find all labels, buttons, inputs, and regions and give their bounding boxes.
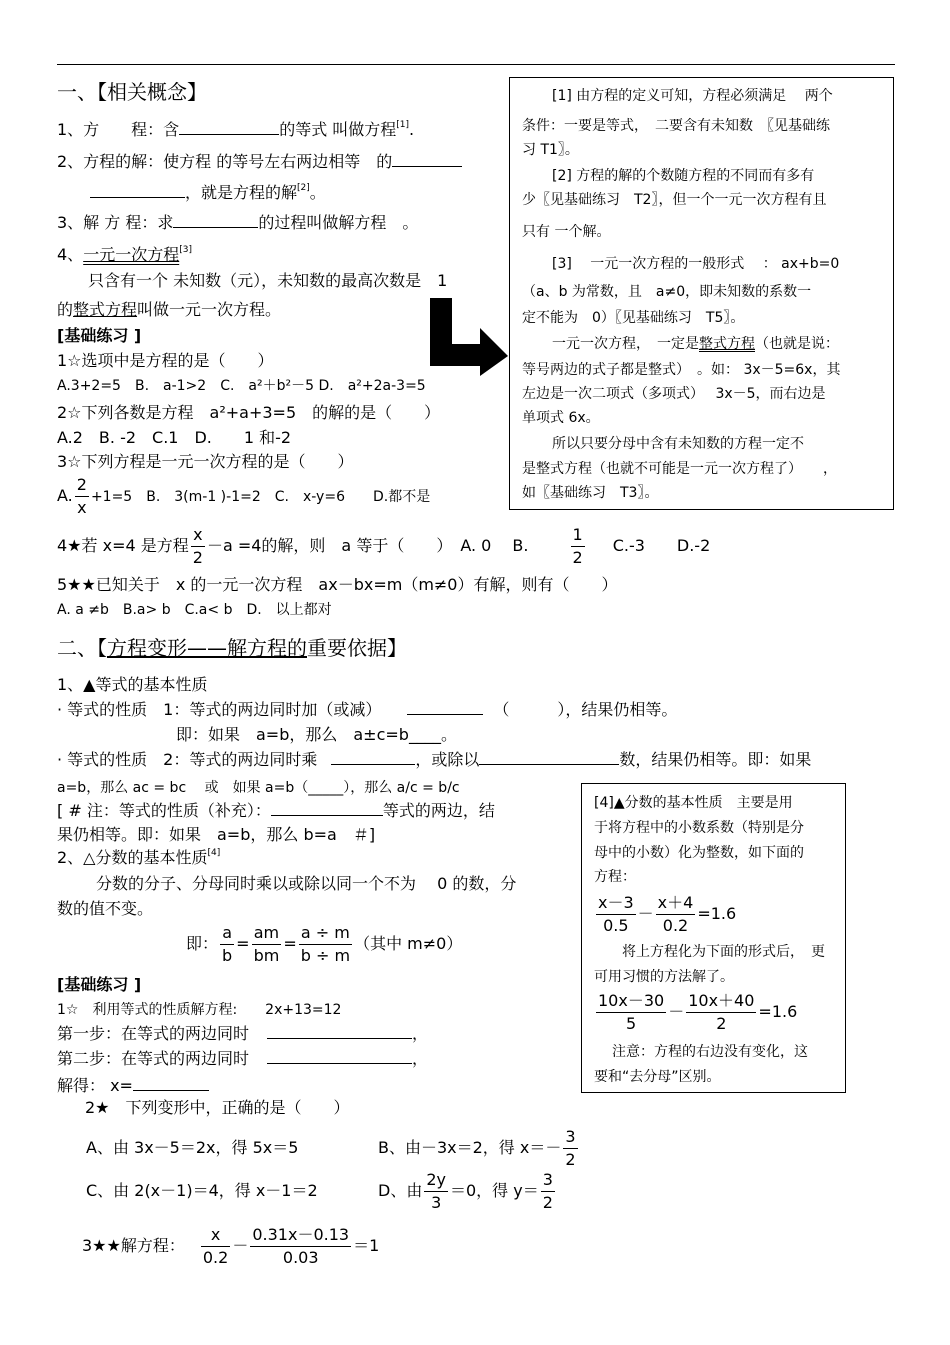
fraction <box>75 474 89 519</box>
exercise-1: 1☆ 利用等式的性质解方程: 2x+13=12 <box>57 1002 342 1018</box>
answer-blank[interactable] <box>173 213 258 228</box>
denominator: 0.2 <box>202 1248 229 1267</box>
note-box-concepts <box>509 77 894 510</box>
answer-blank[interactable] <box>271 801 383 816</box>
fraction-formula: 即： $\frac{a}{b}$ = $\frac{am}{bm}$ = $\frac{a \div m}{b \div m}$ （其中 m≠0） <box>186 923 463 965</box>
concept-solving-suffix: 的过程叫做解方程 。 <box>258 213 419 232</box>
fraction <box>686 990 756 1035</box>
concept-equation-suffix: 的等式 叫做方程 <box>279 120 397 139</box>
fraction-rule-line2: 数的值不变。 <box>57 899 154 918</box>
punct: ， <box>412 1024 429 1043</box>
note-line: 方程： <box>594 869 636 885</box>
denominator: 0.2 <box>662 916 689 935</box>
prop-text: · 等式的性质 1：等式的两边同时加（或减） <box>57 700 382 719</box>
concept-solution-text: 2、方程的解：使方程 的等号左右两边相等 的 <box>57 152 393 171</box>
denominator: b <box>222 946 233 965</box>
option-rest: +1=5 B. 3(m-1 )-1=2 C. x-y=6 D.都不是 <box>90 489 431 505</box>
denominator: bm <box>253 946 280 965</box>
exercise-2-option-c: C、由 2(x－1)＝4，得 x－1＝2 <box>86 1181 318 1200</box>
note-line: 母中的小数）化为整数，如下面的 <box>594 845 804 861</box>
fraction <box>656 892 696 937</box>
equation-rhs: =1.6 <box>758 1002 798 1021</box>
note-text: 一元一次方程， 一定是 <box>552 336 699 352</box>
question-2-options: A.2 B. -2 C.1 D. 1 和-2 <box>57 428 292 447</box>
subheading-equality: 1、▲等式的基本性质 <box>57 675 208 694</box>
numerator: am <box>252 922 282 945</box>
exercise-1-step2 <box>57 1049 428 1069</box>
fraction <box>252 922 282 967</box>
arrow-right-icon <box>430 298 510 378</box>
practice-header-2: [基础练习 ] <box>57 975 142 994</box>
option-text: ＝0，得 y＝ <box>449 1181 539 1200</box>
fraction <box>596 990 666 1035</box>
note-line: [1] 由方程的定义可知，方程必须满足 两个 <box>552 88 833 104</box>
option-text: B、由－3x＝2，得 x＝－ <box>378 1138 562 1157</box>
note-line: 可用习惯的方法解了。 <box>594 969 734 985</box>
exercise-3: 3★★解方程： $\frac{x}{0.2}$ － $\frac{0.31x-0.13}{0.03}$ ＝1 <box>82 1225 380 1267</box>
note-line: [3] 一元一次方程的一般形式 ： ax+b=0 <box>552 256 840 272</box>
punct: ， <box>412 1049 429 1068</box>
concept-linear-term: 一元一次方程 <box>83 245 180 264</box>
equality-property-2-example: a=b，那么 ac = bc 或 如果 a=b（_____），那么 a/c = b/c <box>57 780 460 796</box>
denominator: 0.5 <box>603 916 629 935</box>
note-text: [ # 注：等式的性质（补充）： <box>57 801 271 820</box>
fraction <box>541 1169 555 1214</box>
answer-label: 解得： x= <box>57 1076 133 1095</box>
question-1: 1☆选项中是方程的是（ ） <box>57 351 274 370</box>
fraction <box>299 922 352 967</box>
option-a-label: A. <box>57 486 73 505</box>
numerator: x＋4 <box>656 892 696 915</box>
numerator: 10x－30 <box>596 990 666 1013</box>
numerator: 1 <box>571 524 585 547</box>
denominator: 2 <box>565 1150 576 1169</box>
denominator: b ÷ m <box>300 946 351 965</box>
note-equation-2: $\frac{10x-30}{5}$ － $\frac{10x+40}{2}$ =1.6 <box>598 991 798 1033</box>
fraction <box>191 524 205 569</box>
denominator: x <box>77 498 87 517</box>
definition-post: 叫做一元一次方程。 <box>137 300 282 319</box>
prop-text: 数，结果仍相等。即：如果 <box>619 750 812 769</box>
note-line: 所以只要分母中含有未知数的方程一定不 <box>552 436 804 452</box>
note-line: 要和“去分母”区别。 <box>594 1069 721 1085</box>
denominator: 2 <box>192 548 203 567</box>
punct: 。 <box>309 183 326 202</box>
punct: . <box>409 120 415 139</box>
q4-mid: －a =4的解，则 a 等于（ ） A. 0 B. <box>206 536 529 555</box>
note-line: 条件：一要是等式， 二要含有未知数 〖见基础练 <box>522 118 830 134</box>
exercise-2-option-a: A、由 3x－5＝2x，得 5x＝5 <box>86 1138 299 1157</box>
numerator: x <box>201 1224 230 1247</box>
concept-solving <box>57 213 418 233</box>
step-text: 第一步：在等式的两边同时 <box>57 1024 250 1043</box>
practice-header: [基础练习 ] <box>57 326 142 345</box>
note-line: 注意：方程的右边没有变化，这 <box>612 1044 808 1060</box>
definition-term: 整式方程 <box>73 300 138 319</box>
note-line: 如〖基础练习 T3〗。 <box>522 485 659 501</box>
answer-blank[interactable] <box>407 700 483 715</box>
answer-blank[interactable] <box>179 120 279 135</box>
formula-pre: 即： <box>186 934 219 953</box>
footnote-ref: [1] <box>396 120 410 130</box>
exercise-1-step1 <box>57 1024 428 1044</box>
exercise-text: 3★★解方程： <box>82 1236 185 1255</box>
fraction <box>424 1169 448 1214</box>
fraction <box>571 524 585 569</box>
concept-solution-suffix: ，就是方程的解 <box>185 183 298 202</box>
note-line: 少〖见基础练习 T2〗，但一个一元一次方程有且 <box>522 192 827 208</box>
exercise-2-option-b <box>378 1124 580 1172</box>
section2-title <box>57 636 407 660</box>
equality-property-1-example: 即：如果 a=b，那么 a±c=b____。 <box>176 725 457 744</box>
note-line: [2] 方程的解的个数随方程的不同而有多有 <box>552 168 815 184</box>
step-text: 第二步：在等式的两边同时 <box>57 1049 250 1068</box>
definition-pre: 的 <box>57 300 74 319</box>
exercise-text: ＝1 <box>353 1236 380 1255</box>
numerator: 0.31x－0.13 <box>250 1224 351 1247</box>
equality-note <box>57 801 495 821</box>
section1-title: 一、【相关概念】 <box>57 80 207 104</box>
note-line: 只有 一个解。 <box>522 224 611 240</box>
denominator: 2 <box>572 548 583 567</box>
question-4 <box>57 522 710 570</box>
denominator: 3 <box>431 1193 442 1212</box>
numerator: x <box>191 524 205 547</box>
note-line: 习 T1〗。 <box>522 142 579 158</box>
concept-solution-line2 <box>90 183 326 203</box>
equality-property-1 <box>57 700 677 720</box>
footnote-ref: [3] <box>179 245 192 255</box>
denominator: 2 <box>716 1014 727 1033</box>
concept-equation <box>57 120 414 140</box>
answer-blank[interactable] <box>331 750 415 765</box>
concept-equation-prefix: 1、方 程：含 <box>57 120 180 139</box>
note-line: 于将方程中的小数系数（特别是分 <box>594 820 804 836</box>
numerator: 3 <box>541 1169 555 1192</box>
question-2: 2☆下列各数是方程 a²+a+3=5 的解的是（ ） <box>57 403 441 422</box>
exercise-1-answer <box>57 1076 209 1096</box>
answer-blank[interactable] <box>90 183 185 198</box>
fraction <box>201 1224 230 1269</box>
denominator: 0.03 <box>282 1248 319 1267</box>
subheading-fraction <box>57 848 220 868</box>
option-text: D、由 <box>378 1181 423 1200</box>
fraction <box>563 1126 577 1171</box>
note-box-fraction <box>581 783 846 1093</box>
numerator: 10x＋40 <box>686 990 756 1013</box>
prop-text: ，或除以 <box>415 750 480 769</box>
note-line: 是整式方程（也就不可能是一元一次方程了） ， <box>522 461 837 477</box>
note-line: 等号两边的式子都是整式） 。如： 3x－5=6x，其 <box>522 362 841 378</box>
question-5: 5★★已知关于 x 的一元一次方程 ax－bx=m（m≠0）有解，则有（ ） <box>57 575 618 594</box>
concept-linear <box>57 245 192 265</box>
equality-property-2 <box>57 750 811 770</box>
numerator: 2y <box>424 1169 448 1192</box>
prop-text: （ ），结果仍相等。 <box>493 700 678 719</box>
question-5-options: A. a ≠b B.a> b C.a< b D. 以上都对 <box>57 602 332 618</box>
answer-blank[interactable] <box>133 1076 209 1091</box>
formula-post: （其中 m≠0） <box>354 934 463 953</box>
equality-note-line2: 果仍相等。即：如果 a=b，那么 b=a ＃] <box>57 825 376 844</box>
footnote-ref: [2] <box>297 183 310 193</box>
question-3-options <box>57 472 430 521</box>
top-rule <box>57 64 895 65</box>
note-term: 整式方程 <box>699 336 755 352</box>
answer-blank[interactable] <box>267 1049 412 1064</box>
note-text: （也就是说： <box>755 336 839 352</box>
note-line: 单项式 6x。 <box>522 410 600 426</box>
equation-rhs: =1.6 <box>697 904 737 923</box>
numerator: 2 <box>75 474 89 497</box>
answer-blank[interactable] <box>392 152 462 167</box>
note-equation-1: $\frac{x-3}{0.5}$ － $\frac{x+4}{0.2}$ =1.6 <box>598 893 737 935</box>
numerator: a <box>220 922 234 945</box>
note-line: 定不能为 0）〖见基础练习 T5〗。 <box>522 310 745 326</box>
note-text: 等式的两边，结 <box>382 801 495 820</box>
q4-pre: 4★若 x=4 是方程 <box>57 536 189 555</box>
question-1-options: A.3+2=5 B. a-1>2 C. a²＋b²－5 D. a²+2a-3=5 <box>57 378 426 394</box>
exercise-2: 2★ 下列变形中，正确的是（ ） <box>85 1098 350 1117</box>
note-line <box>552 334 839 354</box>
answer-blank[interactable] <box>479 750 619 765</box>
denominator: 2 <box>542 1193 553 1212</box>
concept-solution-line1 <box>57 152 462 172</box>
q4-post: C.-3 D.-2 <box>612 536 711 555</box>
numerator: 3 <box>563 1126 577 1149</box>
fraction-rule-line1: 分数的分子、分母同时乘以或除以同一个不为 0 的数，分 <box>96 874 517 893</box>
concept-linear-label: 4、 <box>57 245 84 264</box>
title-pre: 二、【 <box>57 636 107 660</box>
fraction <box>596 892 636 937</box>
note-line: （a、b 为常数，且 a≠0，即未知数的系数一 <box>522 284 812 300</box>
numerator: x－3 <box>596 892 636 915</box>
concept-solving-prefix: 3、解 方 程：求 <box>57 213 174 232</box>
question-3: 3☆下列方程是一元一次方程的是（ ） <box>57 452 354 471</box>
title-post: 重要依据】 <box>307 636 407 660</box>
exercise-2-option-d <box>378 1167 557 1215</box>
note-line: 左边是一次二项式（多项式） 3x－5，而右边是 <box>522 386 826 402</box>
note-title: [4]▲分数的基本性质 主要是用 <box>594 795 793 811</box>
answer-blank[interactable] <box>267 1024 412 1039</box>
fraction <box>250 1224 351 1269</box>
footnote-ref: [4] <box>207 848 221 858</box>
definition-line1: 只含有一个 未知数（元），未知数的最高次数是 1 <box>88 271 448 290</box>
note-line: 将上方程化为下面的形式后， 更 <box>622 944 825 960</box>
numerator: a ÷ m <box>299 922 352 945</box>
fraction <box>220 922 234 967</box>
definition-line2 <box>57 300 281 320</box>
prop-text: · 等式的性质 2：等式的两边同时乘 <box>57 750 318 769</box>
subheading-text: 2、△分数的基本性质 <box>57 848 208 867</box>
title-term: 方程变形——解方程的 <box>107 636 307 660</box>
denominator: 5 <box>626 1014 637 1033</box>
